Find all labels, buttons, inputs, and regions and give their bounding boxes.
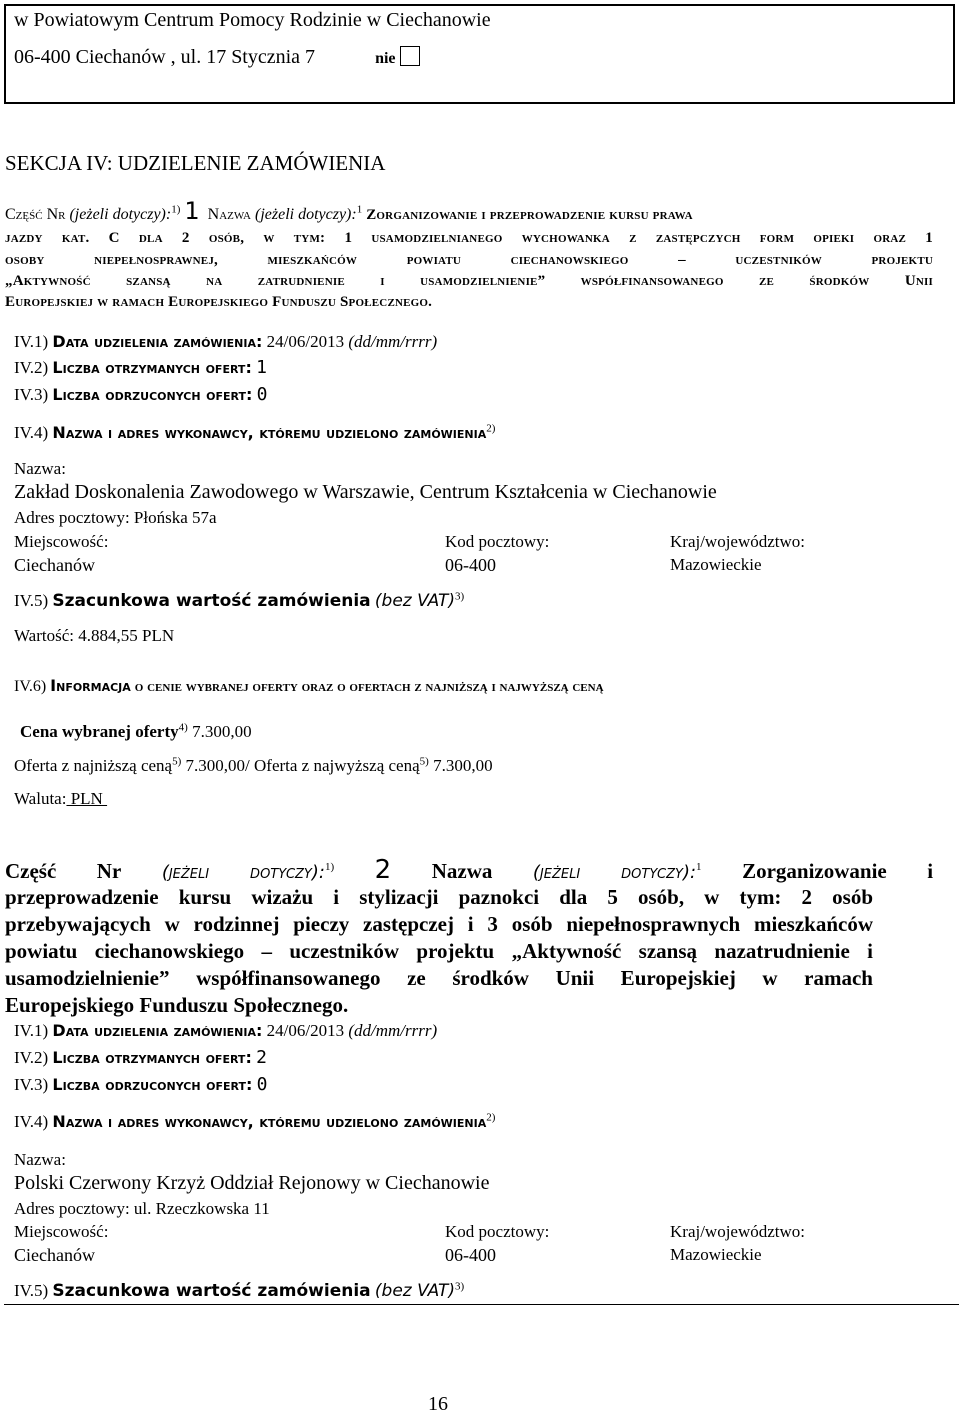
part2-iv3	[14, 1074, 268, 1095]
adres	[14, 508, 217, 528]
authority-address	[14, 46, 420, 69]
page-number: 16	[428, 1393, 448, 1415]
part2-iv4	[14, 1112, 495, 1132]
oferta-high-label: Oferta z najwyższą ceną	[254, 756, 420, 775]
iv3-value: 0	[256, 384, 268, 405]
part1-title-line: „Aktywność szansą na zatrudnienie i usamodzielnienie” współfinansowanego ze środków Unii	[5, 273, 933, 289]
iv1-label: Data udzielenia zamówienia:	[52, 332, 263, 351]
iv3-label: Liczba odrzuconych ofert:	[52, 385, 253, 404]
iv6-num: IV.6)	[14, 678, 47, 695]
cena-label: Cena wybranej oferty	[20, 722, 179, 741]
iv4-label: Nazwa i adres wykonawcy, któremu udzielono zamówienia	[52, 423, 487, 442]
part2-title-line: przebywających w rodzinnej pieczy zastępczej i 3 osób niepełnosprawnych mieszkańców	[5, 912, 873, 936]
kod-value: 06-400	[445, 555, 496, 575]
iv2-num: IV.2)	[14, 1048, 49, 1067]
iv3-num: IV.3)	[14, 1075, 49, 1094]
part1-name-note: (jeżeli dotyczy):	[254, 206, 357, 223]
part2-iv5	[14, 1281, 464, 1301]
miejscowosc-label: Miejscowość:	[14, 532, 109, 551]
adres-label: Adres pocztowy:	[14, 508, 130, 527]
part2-title-line: Europejskiego Funduszu Społecznego.	[5, 993, 349, 1017]
adres-label: Adres pocztowy:	[14, 1199, 130, 1218]
nazwa-value: Zakład Doskonalenia Zawodowego w Warszawie, Centrum Kształcenia w Ciechanowie	[14, 481, 717, 503]
cena-row	[20, 722, 252, 742]
nazwa-label: Nazwa:	[14, 459, 66, 478]
part1-iv6	[14, 676, 604, 696]
iv6-label-1: Informacja	[50, 676, 131, 695]
oferta-low-label: Oferta z najniższą ceną	[14, 756, 173, 775]
part1-title-line: osoby niepełnosprawnej, mieszkańców powiatu ciechanowskiego – uczestników projektu	[5, 252, 933, 268]
iv5-note: (bez VAT)	[374, 1281, 455, 1301]
part1-iv4	[14, 423, 495, 443]
part1-iv3	[14, 384, 268, 405]
part1-name-sup: 1	[356, 203, 363, 216]
iv1-num: IV.1)	[14, 1021, 49, 1040]
iv1-num: IV.1)	[14, 332, 49, 351]
iv5-sup: 3)	[455, 1280, 465, 1293]
part1-iv1	[14, 332, 437, 352]
iv4-sup: 2)	[486, 1111, 496, 1124]
iv5-num: IV.5)	[14, 1281, 49, 1300]
part1-nr-sup: 1)	[171, 203, 181, 216]
part1-title-first: Zorganizowanie i przeprowadzenie kursu prawa	[366, 207, 693, 223]
iv1-label: Data udzielenia zamówienia:	[52, 1021, 263, 1040]
iv4-sup: 2)	[486, 422, 496, 435]
part2-nr-label: Część Nr	[5, 859, 122, 883]
part1-header	[5, 197, 693, 225]
part2-name-label: Nazwa	[431, 859, 493, 883]
part1-nr-label: Część Nr	[5, 206, 66, 223]
nazwa-label: Nazwa:	[14, 1150, 66, 1169]
kod-value: 06-400	[445, 1245, 496, 1265]
waluta-label: Waluta:	[14, 789, 67, 808]
iv5-label: Szacunkowa wartość zamówienia	[52, 1281, 371, 1301]
iv4-num: IV.4)	[14, 423, 49, 442]
part2-nr-note: (jeżeli dotyczy):	[161, 862, 325, 883]
iv2-value: 1	[256, 357, 267, 378]
section-title: SEKCJA IV: UDZIELENIE ZAMÓWIENIA	[5, 151, 386, 175]
kraj-value: Mazowieckie	[670, 1245, 762, 1264]
part1-title-line: Europejskiej w ramach Europejskiego Funduszu Społecznego.	[5, 294, 433, 310]
part2-iv2	[14, 1047, 267, 1068]
iv4-label: Nazwa i adres wykonawcy, któremu udzielono zamówienia	[52, 1112, 487, 1131]
waluta-value: PLN	[66, 789, 108, 808]
adres-value: ul. Rzeczkowska 11	[133, 1199, 270, 1218]
nie-label: nie	[375, 50, 396, 67]
part1-title-line: jazdy kat. C dla 2 osób, w tym: 1 usamodzielnianego wychowanka z zastępczych form opieki oraz 1	[5, 230, 933, 246]
iv5-num: IV.5)	[14, 591, 49, 610]
iv1-format: (dd/mm/rrrr)	[348, 332, 438, 351]
part2-nr-value: 2	[374, 855, 392, 885]
part2-name-sup: 1	[696, 861, 702, 873]
part1-iv2	[14, 357, 267, 378]
iv1-value: 24/06/2013	[266, 1021, 345, 1040]
iv2-value: 2	[256, 1047, 267, 1068]
iv2-label: Liczba otrzymanych ofert:	[52, 358, 252, 377]
iv3-label: Liczba odrzuconych ofert:	[52, 1075, 253, 1094]
iv1-value: 24/06/2013	[266, 332, 345, 351]
adres-value: Płońska 57a	[133, 508, 217, 527]
oferta-high-sup: 5)	[419, 755, 429, 768]
waluta-row	[14, 789, 107, 809]
kraj-label: Kraj/województwo:	[670, 1222, 806, 1241]
iv2-num: IV.2)	[14, 358, 49, 377]
wartosc: Wartość: 4.884,55 PLN	[14, 626, 175, 645]
miejscowosc-value: Ciechanów	[14, 1245, 95, 1265]
oferty-row	[14, 756, 493, 776]
iv2-label: Liczba otrzymanych ofert:	[52, 1048, 252, 1067]
miejscowosc-value: Ciechanów	[14, 555, 95, 575]
kraj-value: Mazowieckie	[670, 555, 762, 574]
part2-nr-sup: 1)	[324, 861, 335, 873]
oferta-high-value: 7.300,00	[433, 756, 493, 775]
miejscowosc-label: Miejscowość:	[14, 1222, 109, 1241]
part2-name-note: (jeżeli dotyczy):	[532, 862, 697, 883]
part2-iv1	[14, 1021, 437, 1041]
part1-name-label: Nazwa	[207, 206, 251, 223]
part2-title-line: przeprowadzenie kursu wizażu i stylizacji paznokci dla 5 osób, w tym: 2 osób	[5, 885, 873, 909]
part2-title-line: powiatu ciechanowskiego – uczestników projektu „Aktywność szansą nazatrudnienie i	[5, 939, 873, 963]
iv3-value: 0	[256, 1074, 268, 1095]
adres	[14, 1199, 270, 1219]
iv4-num: IV.4)	[14, 1112, 49, 1131]
part2-header	[5, 855, 933, 885]
oferta-low-sup: 5)	[172, 755, 182, 768]
nie-checkbox[interactable]	[400, 46, 420, 66]
part2-title-line: usamodzielnienie” współfinansowanego ze środków Unii Europejskiej w ramach	[5, 966, 873, 990]
cena-sup: 4)	[178, 721, 188, 734]
iv3-num: IV.3)	[14, 385, 49, 404]
nazwa-value: Polski Czerwony Krzyż Oddział Rejonowy w Ciechanowie	[14, 1172, 490, 1194]
iv6-label-2: o cenie wybranej oferty oraz o ofertach z najniższą i najwyższą ceną	[134, 679, 604, 695]
authority-address-text: 06-400 Ciechanów , ul. 17 Stycznia 7	[14, 46, 316, 68]
kod-label: Kod pocztowy:	[445, 1222, 550, 1241]
oferta-low-value: 7.300,00/	[185, 756, 250, 775]
iv5-sup: 3)	[455, 590, 465, 603]
kraj-label: Kraj/województwo:	[670, 532, 806, 551]
authority-name: w Powiatowym Centrum Pomocy Rodzinie w Ciechanowie	[14, 9, 491, 31]
iv5-label: Szacunkowa wartość zamówienia	[52, 591, 371, 611]
iv1-format: (dd/mm/rrrr)	[348, 1021, 438, 1040]
iv5-note: (bez VAT)	[374, 591, 455, 611]
kod-label: Kod pocztowy:	[445, 532, 550, 551]
part1-iv5	[14, 591, 464, 611]
part1-nr-value: 1	[184, 197, 200, 225]
bottom-rule	[4, 1304, 959, 1305]
part1-nr-note: (jeżeli dotyczy):	[69, 206, 172, 223]
cena-value: 7.300,00	[192, 722, 252, 741]
part2-title-first: Zorganizowanie i	[742, 859, 934, 883]
